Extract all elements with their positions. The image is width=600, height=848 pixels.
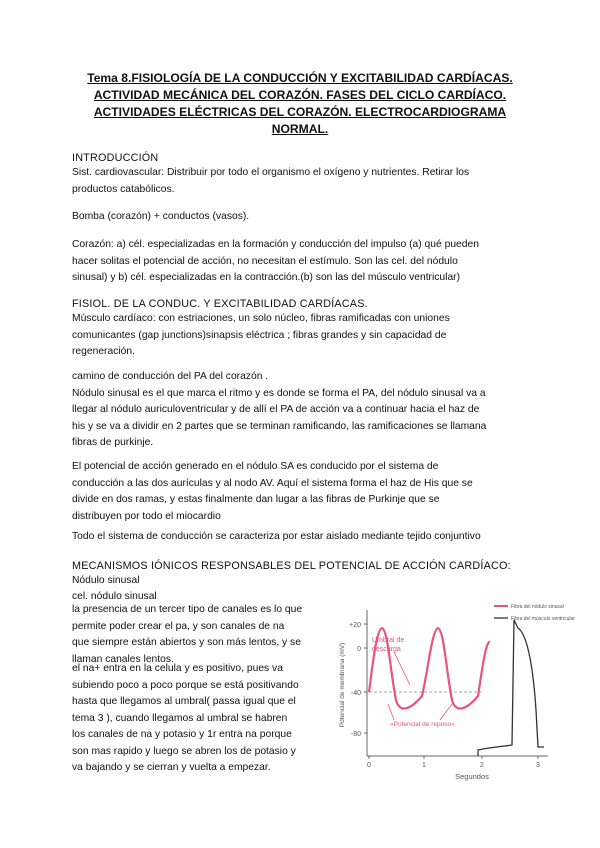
text-line: tema 3 ), cuando llegamos al umbral se habren <box>72 712 288 724</box>
fisiol-heading: FISIOL. DE LA CONDUC. Y EXCITABILIDAD CARDÍACAS. <box>72 298 368 310</box>
mecanismos-paragraph-2 <box>72 661 334 777</box>
x-tick-label: 1 <box>422 762 426 769</box>
text-line: conducción a las dos aurículas y al nodo AV. Aquí el sistema forma el haz de His que se <box>72 477 473 489</box>
text-line: comunicantes (gap junctions)sinapsis eléctrica ; fibras grandes y sin capacidad de <box>72 329 447 341</box>
intro-heading: INTRODUCCIÓN <box>72 152 159 164</box>
intro-paragraph-3 <box>72 237 532 287</box>
text-line: llaman canales lentos. <box>72 653 174 665</box>
text-line: divide en dos ramas, y estas finalmente dan lugar a las fibras de Purkinje que se <box>72 494 440 505</box>
text-line: la presencia de un tercer tipo de canales es lo que <box>72 604 303 615</box>
text-line: permite poder crear el pa, y son canales de na <box>72 620 285 632</box>
fisiol-paragraph-3 <box>72 459 532 525</box>
legend-label-ventricular: Fibra del músculo ventricular <box>511 616 575 622</box>
y-tick-label: -80 <box>350 731 361 738</box>
text-line: El potencial de acción generado en el nódulo SA es conducido por el sistema de <box>72 461 439 472</box>
y-tick-label: 0 <box>357 646 361 653</box>
title-line: Tema 8.FISIOLOGÍA DE LA CONDUCCIÓN Y EXCITABILIDAD CARDÍACAS. <box>87 71 513 85</box>
intro-paragraph-1 <box>72 165 532 198</box>
text-line: Sist. cardiovascular: Distribuir por todo el organismo el oxígeno y nutrientes. Retirar los <box>72 167 470 178</box>
text-line: Músculo cardíaco: con estriaciones, un solo núcleo, fibras ramificadas con uniones <box>72 313 450 324</box>
x-tick-label: 3 <box>536 762 540 769</box>
threshold-arrow <box>394 652 410 685</box>
x-axis-label: Segundos <box>455 772 489 781</box>
intro-paragraph-2: Bomba (corazón) + conductos (vasos). <box>72 211 250 222</box>
x-tick-label: 0 <box>367 762 371 769</box>
text-line: his y se va a dividir en 2 partes que se terminan ramificando, las ramificaciones se llamana <box>72 420 487 432</box>
text-line: distribuyen por todo el miocardio <box>72 510 221 522</box>
resting-arrow <box>440 704 452 720</box>
title-line: NORMAL. <box>271 122 329 136</box>
text-line: los canales de na y potasio y 1r entra na porque <box>72 729 292 740</box>
text-line: sinusal) y b) cél. especializadas en la contracción.(b) son las del músculo ventricular) <box>72 272 461 283</box>
ventricular-trace <box>478 620 544 756</box>
legend-label-sinus: Fibra del nódulo sinusal <box>511 604 564 610</box>
text-line: camino de conducción del PA del corazón . <box>72 371 269 382</box>
text-line: Corazón: a) cél. especializadas en la formación y conducción del impulso (a) qué pueden <box>72 239 479 250</box>
action-potential-chart <box>332 600 575 782</box>
text-line: productos catabólicos. <box>72 183 175 195</box>
y-tick-label: +20 <box>349 622 361 629</box>
y-tick-label: -40 <box>350 690 361 697</box>
y-axis-label: Potencial de membrana (mV) <box>339 642 346 728</box>
resting-arrow <box>388 704 394 720</box>
mecanismos-sub-1: Nódulo sinusal <box>72 575 140 586</box>
text-line: que siempre están abiertos y son más lentos, y se <box>72 637 301 648</box>
text-line: subiendo poco a poco porque se está positivando <box>72 679 299 691</box>
text-line: llegar al nódulo auriculoventricular y de allí el PA de acción va a continuar hacia el haz de <box>72 404 480 415</box>
threshold-annotation: descarga <box>372 646 401 653</box>
fisiol-paragraph-2 <box>72 369 532 452</box>
text-line: Nódulo sinusal es el que marca el ritmo y es donde se forma el PA, del nódulo sinusal va a <box>72 387 486 399</box>
threshold-annotation: Umbral de <box>372 637 405 644</box>
mecanismos-heading: MECANISMOS IÓNICOS RESPONSABLES DEL POTENCIAL DE ACCIÓN CARDÍACO: <box>72 560 511 572</box>
action-potential-figure <box>332 600 575 782</box>
text-line: son mas rapido y luego se abren los de potasio y <box>72 745 296 757</box>
fisiol-paragraph-4: Todo el sistema de conducción se caracteriza por estar aislado mediante tejido conjuntivo <box>72 531 481 542</box>
text-line: regeneración. <box>72 346 135 357</box>
mecanismos-sub-2: cel. nódulo sinusal <box>72 591 157 602</box>
text-line: fibras de purkinje. <box>72 437 154 448</box>
title-line: ACTIVIDAD MECÁNICA DEL CORAZÓN. FASES DEL CICLO CARDÍACO. <box>93 88 507 102</box>
text-line: hacer solitas el potencial de acción, no necesitan el estímulo. Son las cel. del nódulo <box>72 255 458 267</box>
title-line: ACTIVIDADES ELÉCTRICAS DEL CORAZÓN. ELECTROCARDIOGRAMA <box>93 105 507 119</box>
mecanismos-paragraph-1 <box>72 602 334 668</box>
text-line: hasta que llegamos al umbral( passa igual que el <box>72 696 296 707</box>
text-line: el na+ entra en la celula y es positivo, pues va <box>72 663 283 674</box>
resting-potential-annotation: «Potencial de reposo» <box>390 721 455 728</box>
page-title <box>70 70 530 138</box>
fisiol-paragraph-1 <box>72 311 532 361</box>
x-tick-label: 2 <box>480 762 484 769</box>
text-line: va bajando y se cierran y vuelta a empezar. <box>72 762 271 773</box>
